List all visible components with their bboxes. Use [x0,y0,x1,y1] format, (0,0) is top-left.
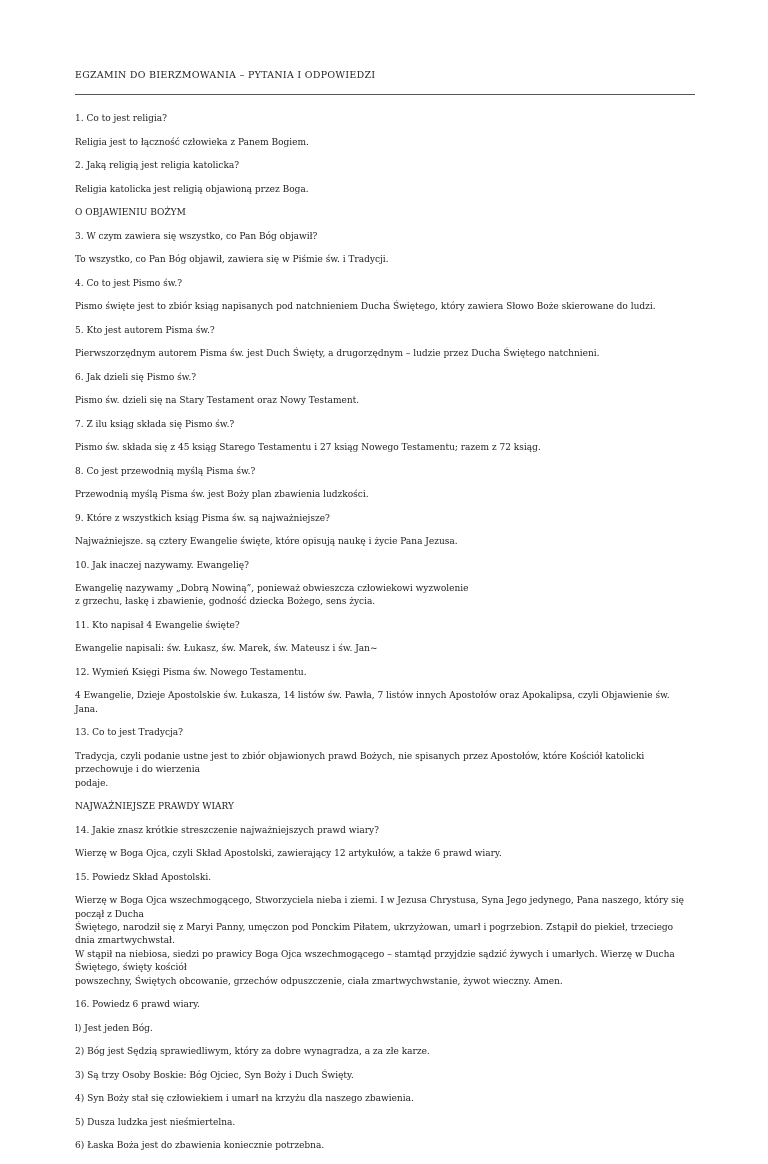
text-line: 7. Z ilu ksiąg składa się Pismo św.? [75,419,235,430]
text-line: 11. Kto napisał 4 Ewangelie święte? [75,620,240,631]
text-line: 8. Co jest przewodnią myślą Pisma św.? [75,466,256,477]
text-line: NAJWAŻNIEJSZE PRAWDY WIARY [75,802,234,813]
text-line: Pismo św. składa się z 45 ksiąg Starego Testamentu i 27 ksiąg Nowego Testamentu; razem z 72 ksiąg. [75,443,541,453]
text-line: 4) Syn Boży stał się człowiekiem i umarł na krzyżu dla naszego zbawienia. [75,1094,414,1105]
text-line: 2) Bóg jest Sędzią sprawiedliwym, który za dobre wynagradza, a za złe karze. [75,1047,430,1058]
text-line: 12. Wymień Księgi Pisma św. Nowego Testamentu. [75,667,307,678]
text-line: Pismo święte jest to zbiór ksiąg napisanych pod natchnieniem Ducha Świętego, który zawiera Słowo Boże skierowane do ludzi. [75,302,656,312]
text-line: Pismo św. dzieli się na Stary Testament oraz Nowy Testament. [75,396,360,406]
text-line: 6. Jak dzieli się Pismo św.? [75,372,197,383]
text-line: Religia katolicka jest religią objawioną przez Boga. [75,184,309,195]
text-line: 6) Łaska Boża jest do zbawienia koniecznie potrzebna. [75,1141,325,1152]
document-title: EGZAMIN DO BIERZMOWANIA – PYTANIA I ODPOWIEDZI [75,70,376,81]
text-line: 4. Co to jest Pismo św.? [75,278,183,289]
document-body [75,113,695,1164]
text-line: 3) Są trzy Osoby Boskie: Bóg Ojciec, Syn Boży i Duch Święty. [75,1070,354,1081]
text-line: 2. Jaką religią jest religia katolicka? [75,161,240,171]
text-line: Religia jest to łączność człowieka z Panem Bogiem. [75,137,309,148]
text-line: Ewangelie napisali: św. Łukasz, św. Marek, św. Mateusz i św. Jan~ [75,644,378,655]
text-line: 5) Dusza ludzka jest nieśmiertelna. [75,1117,236,1128]
text-line: 1. Co to jest religia? [75,114,167,124]
title-divider [75,94,695,95]
text-line: O OBJAWIENIU BOŻYM [75,208,186,218]
text-line: 15. Powiedz Skład Apostolski. [75,872,212,883]
text-line: Tradycja, czyli podanie ustne jest to zbiór objawionych prawd Bożych, nie spisanych przez Apostołów, które Kościół katolicki przechowuje i do wierzenia podaje. [75,751,645,789]
text-line: Wierzę w Boga Ojca, czyli Skład Apostolski, zawierający 12 artykułów, a także 6 prawd wiary. [75,849,502,860]
text-line: 16. Powiedz 6 prawd wiary. [75,1000,200,1011]
text-line: 5. Kto jest autorem Pisma św.? [75,325,215,336]
text-line: 9. Które z wszystkich ksiąg Pisma św. są najważniejsze? [75,513,330,524]
text-line: To wszystko, co Pan Bóg objawił, zawiera się w Piśmie św. i Tradycji. [75,255,389,265]
text-line: 10. Jak inaczej nazywamy. Ewangelię? [75,560,249,571]
text-line: Pierwszorzędnym autorem Pisma św. jest Duch Święty, a drugorzędnym – ludzie przez Ducha Świętego natchnieni. [75,349,600,359]
text-line: Przewodnią myślą Pisma św. jest Boży plan zbawienia ludzkości. [75,490,369,500]
text-line: 3. W czym zawiera się wszystko, co Pan Bóg objawił? [75,231,318,242]
text-line: l) Jest jeden Bóg. [75,1023,153,1034]
text-line: 14. Jakie znasz krótkie streszczenie najważniejszych prawd wiary? [75,825,379,836]
text-line: Wierzę w Boga Ojca wszechmogącego, Stworzyciela nieba i ziemi. I w Jezusa Chrystusa, Syna Jego jedynego, Pana naszego, który się począł z Ducha Świętego, narodził się z Maryi Panny, umęczon pod Ponckim Piłatem, ukrzyżowan, umarł i pogrzebion. Zstąpił do piekieł, trzeciego dnia zmartwychwstał. W stąpił na niebiosa, siedzi po prawicy Boga Ojca wszechmogącego – stamtąd przyjdzie sądzić żywych i umarłych. Wierzę w Ducha Świętego, święty kościół powszechny, Świętych obcowanie, grzechów odpuszczenie, ciała zmartwychwstanie, żywot wieczny. Amen. [75,896,685,987]
text-line: Ewangelię nazywamy „Dobrą Nowiną”, ponieważ obwieszcza człowiekowi wyzwolenie z grzechu, łaskę i zbawienie, godność dziecka Bożego, sens życia. [75,584,469,608]
text-line: 13. Co to jest Tradycja? [75,728,183,739]
text-line: Najważniejsze. są cztery Ewangelie święte, które opisują naukę i życie Pana Jezusa. [75,537,458,547]
text-line: 4 Ewangelie, Dzieje Apostolskie św. Łukasza, 14 listów św. Pawła, 7 listów innych Apostołów oraz Apokalipsa, czyli Objawienie św. Jana. [75,691,670,715]
